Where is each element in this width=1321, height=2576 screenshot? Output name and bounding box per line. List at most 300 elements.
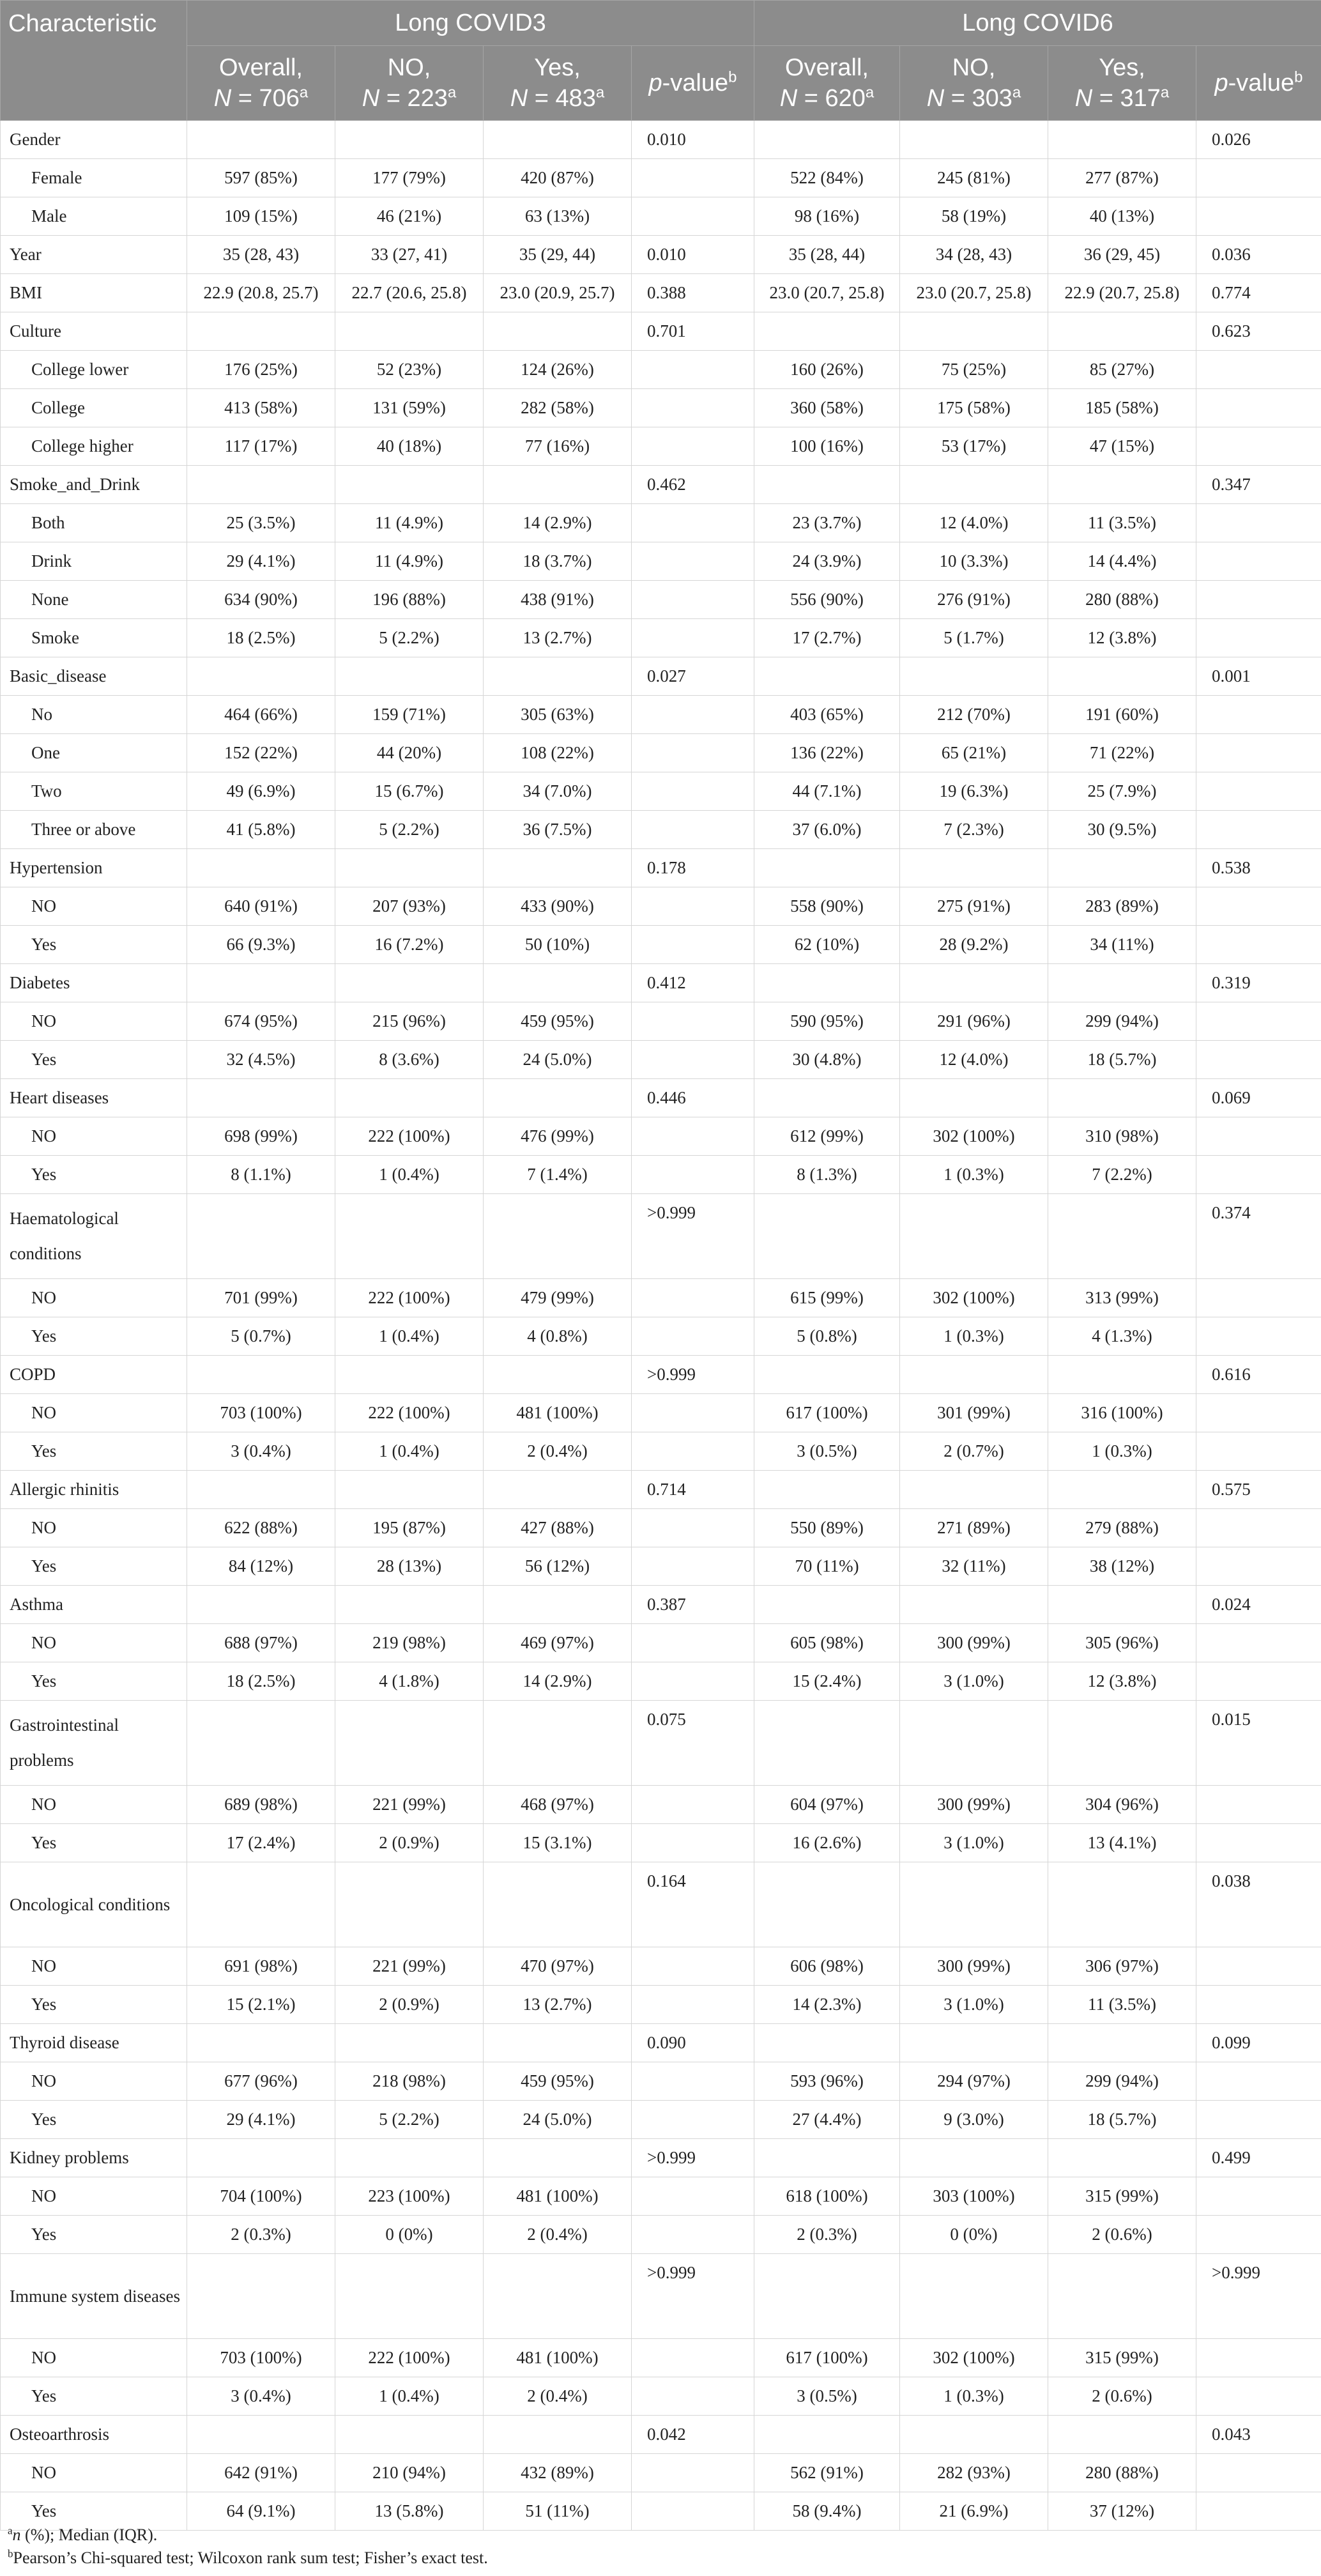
value-cell: 51 (11%): [484, 2492, 632, 2531]
value-cell: [1048, 1079, 1196, 1117]
value-cell: 34 (7.0%): [484, 772, 632, 811]
table-row: [1, 389, 1321, 427]
pvalue-cell: 0.412: [632, 964, 754, 1002]
value-cell: [484, 2024, 632, 2062]
value-cell: [335, 657, 484, 696]
value-cell: 15 (6.7%): [335, 772, 484, 811]
footnote-marker: b: [8, 2547, 13, 2560]
value-cell: [484, 2416, 632, 2454]
table-row: [1, 1002, 1321, 1041]
value-cell: [900, 964, 1048, 1002]
pvalue-cell: >0.999: [632, 2254, 754, 2339]
value-cell: 300 (99%): [900, 1624, 1048, 1662]
n-value: = 706: [231, 85, 300, 112]
row-label: Gastrointestinal problems: [1, 1701, 187, 1786]
value-cell: 642 (91%): [187, 2454, 335, 2492]
value-cell: 302 (100%): [900, 1117, 1048, 1156]
value-cell: [1048, 1194, 1196, 1279]
value-cell: 195 (87%): [335, 1509, 484, 1547]
value-cell: [754, 964, 900, 1002]
footnote: [8, 2524, 1311, 2547]
pvalue-cell: [632, 389, 754, 427]
value-cell: 210 (94%): [335, 2454, 484, 2492]
column-header-n: [900, 83, 1048, 114]
value-cell: [484, 1079, 632, 1117]
pvalue-cell: 0.347: [1196, 466, 1321, 504]
n-sup: a: [1160, 84, 1170, 102]
pvalue-header: [1196, 46, 1321, 121]
value-cell: 5 (2.2%): [335, 619, 484, 657]
value-cell: 1 (0.4%): [335, 2377, 484, 2416]
pvalue-cell: [1196, 542, 1321, 581]
pvalue-cell: 0.075: [632, 1701, 754, 1786]
value-cell: 30 (4.8%): [754, 1041, 900, 1079]
value-cell: 1 (0.4%): [335, 1156, 484, 1194]
value-cell: [187, 1079, 335, 1117]
value-cell: 7 (2.3%): [900, 811, 1048, 849]
pvalue-cell: [632, 1662, 754, 1701]
value-cell: 33 (27, 41): [335, 236, 484, 274]
value-cell: 13 (2.7%): [484, 1986, 632, 2024]
pvalue-cell: 0.575: [1196, 1471, 1321, 1509]
value-cell: [900, 1356, 1048, 1394]
value-cell: [187, 1471, 335, 1509]
value-cell: 32 (4.5%): [187, 1041, 335, 1079]
value-cell: [900, 312, 1048, 351]
value-cell: [754, 1194, 900, 1279]
footnote: [8, 2547, 1311, 2570]
value-cell: [900, 121, 1048, 159]
value-cell: [754, 1862, 900, 1947]
value-cell: 28 (9.2%): [900, 926, 1048, 964]
value-cell: [335, 1194, 484, 1279]
row-label: Asthma: [1, 1586, 187, 1624]
value-cell: 215 (96%): [335, 1002, 484, 1041]
row-label: College: [1, 389, 187, 427]
table-row: [1, 1394, 1321, 1432]
value-cell: [754, 2416, 900, 2454]
column-header-n: [187, 83, 335, 114]
pvalue-sup: b: [1294, 68, 1303, 86]
value-cell: [900, 466, 1048, 504]
value-cell: 222 (100%): [335, 1279, 484, 1317]
value-cell: 703 (100%): [187, 2339, 335, 2377]
value-cell: 221 (99%): [335, 1947, 484, 1986]
value-cell: [1048, 121, 1196, 159]
value-cell: 11 (4.9%): [335, 542, 484, 581]
value-cell: 459 (95%): [484, 1002, 632, 1041]
n-symbol: N: [362, 85, 380, 112]
row-label: Smoke: [1, 619, 187, 657]
pvalue-cell: [632, 1117, 754, 1156]
value-cell: 303 (100%): [900, 2177, 1048, 2216]
table-row: [1, 581, 1321, 619]
value-cell: [187, 1194, 335, 1279]
table-row: [1, 811, 1321, 849]
table-row: [1, 2139, 1321, 2177]
value-cell: [187, 657, 335, 696]
pvalue-cell: 0.036: [1196, 236, 1321, 274]
value-cell: 18 (5.7%): [1048, 1041, 1196, 1079]
row-label: COPD: [1, 1356, 187, 1394]
pvalue-cell: [632, 1509, 754, 1547]
value-cell: 58 (9.4%): [754, 2492, 900, 2531]
row-label: Yes: [1, 2101, 187, 2139]
n-sup: a: [299, 84, 309, 102]
pvalue-sup: b: [728, 68, 737, 86]
value-cell: 108 (22%): [484, 734, 632, 772]
pvalue-cell: 0.001: [1196, 657, 1321, 696]
value-cell: [754, 657, 900, 696]
value-cell: 5 (2.2%): [335, 2101, 484, 2139]
table-row: [1, 1279, 1321, 1317]
value-cell: [187, 2416, 335, 2454]
value-cell: 1 (0.3%): [900, 1317, 1048, 1356]
value-cell: 29 (4.1%): [187, 2101, 335, 2139]
pvalue-cell: 0.374: [1196, 1194, 1321, 1279]
value-cell: 177 (79%): [335, 159, 484, 197]
value-cell: [754, 1471, 900, 1509]
pvalue-cell: [1196, 1547, 1321, 1586]
row-label: NO: [1, 1509, 187, 1547]
row-label: Both: [1, 504, 187, 542]
value-cell: [754, 121, 900, 159]
value-cell: 245 (81%): [900, 159, 1048, 197]
value-cell: 207 (93%): [335, 887, 484, 926]
value-cell: 8 (3.6%): [335, 1041, 484, 1079]
value-cell: [187, 466, 335, 504]
row-label: Yes: [1, 1317, 187, 1356]
value-cell: 4 (1.3%): [1048, 1317, 1196, 1356]
value-cell: 3 (1.0%): [900, 1662, 1048, 1701]
pvalue-header: [632, 46, 754, 121]
table-row: [1, 1317, 1321, 1356]
value-cell: 306 (97%): [1048, 1947, 1196, 1986]
value-cell: 634 (90%): [187, 581, 335, 619]
value-cell: 50 (10%): [484, 926, 632, 964]
pvalue-cell: [632, 772, 754, 811]
value-cell: 13 (2.7%): [484, 619, 632, 657]
pvalue-cell: [632, 1824, 754, 1862]
column-header-n: [754, 83, 899, 114]
value-cell: 160 (26%): [754, 351, 900, 389]
value-cell: 688 (97%): [187, 1624, 335, 1662]
value-cell: 276 (91%): [900, 581, 1048, 619]
n-sup: a: [1012, 84, 1021, 102]
pvalue-cell: [632, 1986, 754, 2024]
value-cell: 470 (97%): [484, 1947, 632, 1986]
value-cell: 23.0 (20.7, 25.8): [754, 274, 900, 312]
n-value: = 303: [944, 85, 1012, 112]
pvalue-cell: [1196, 2101, 1321, 2139]
pvalue-cell: [1196, 1156, 1321, 1194]
value-cell: 11 (3.5%): [1048, 504, 1196, 542]
value-cell: 16 (7.2%): [335, 926, 484, 964]
value-cell: 1 (0.3%): [900, 1156, 1048, 1194]
footnote-italic: n: [12, 2526, 21, 2544]
pvalue-cell: [1196, 734, 1321, 772]
table-row: [1, 504, 1321, 542]
pvalue-cell: 0.090: [632, 2024, 754, 2062]
pvalue-cell: [1196, 772, 1321, 811]
value-cell: 9 (3.0%): [900, 2101, 1048, 2139]
value-cell: 117 (17%): [187, 427, 335, 466]
table-row: [1, 619, 1321, 657]
pvalue-cell: 0.623: [1196, 312, 1321, 351]
value-cell: [900, 2139, 1048, 2177]
pvalue-cell: 0.027: [632, 657, 754, 696]
value-cell: [187, 1701, 335, 1786]
value-cell: 22.9 (20.7, 25.8): [1048, 274, 1196, 312]
value-cell: 196 (88%): [335, 581, 484, 619]
value-cell: 310 (98%): [1048, 1117, 1196, 1156]
table-row: [1, 887, 1321, 926]
pvalue-cell: [1196, 2377, 1321, 2416]
value-cell: [484, 466, 632, 504]
table-row: [1, 2062, 1321, 2101]
value-cell: 71 (22%): [1048, 734, 1196, 772]
value-cell: 5 (0.8%): [754, 1317, 900, 1356]
pvalue-cell: [1196, 427, 1321, 466]
column-header-n: [484, 83, 631, 114]
n-value: = 223: [379, 85, 448, 112]
column-header-label: NO,: [387, 54, 431, 81]
table-row: [1, 2101, 1321, 2139]
pvalue-cell: [632, 159, 754, 197]
column-header: [484, 46, 632, 121]
value-cell: 56 (12%): [484, 1547, 632, 1586]
row-label: NO: [1, 1117, 187, 1156]
pvalue-cell: [1196, 1662, 1321, 1701]
value-cell: 3 (0.5%): [754, 2377, 900, 2416]
value-cell: 131 (59%): [335, 389, 484, 427]
table-row: [1, 849, 1321, 887]
value-cell: 14 (2.9%): [484, 504, 632, 542]
value-cell: 360 (58%): [754, 389, 900, 427]
row-label: Yes: [1, 1824, 187, 1862]
value-cell: 8 (1.1%): [187, 1156, 335, 1194]
value-cell: 53 (17%): [900, 427, 1048, 466]
row-label: Yes: [1, 1041, 187, 1079]
value-cell: [335, 2416, 484, 2454]
pvalue-cell: [632, 1041, 754, 1079]
value-cell: 22.7 (20.6, 25.8): [335, 274, 484, 312]
value-cell: [484, 1586, 632, 1624]
pvalue-cell: >0.999: [632, 1194, 754, 1279]
value-cell: 3 (1.0%): [900, 1986, 1048, 2024]
value-cell: [187, 121, 335, 159]
n-symbol: N: [510, 85, 528, 112]
value-cell: 1 (0.3%): [900, 2377, 1048, 2416]
pvalue-cell: 0.701: [632, 312, 754, 351]
value-cell: [335, 1862, 484, 1947]
column-header: [754, 46, 900, 121]
value-cell: [754, 466, 900, 504]
pvalue-cell: [1196, 887, 1321, 926]
pvalue-cell: [632, 427, 754, 466]
pvalue-cell: 0.026: [1196, 121, 1321, 159]
pvalue-cell: 0.038: [1196, 1862, 1321, 1947]
row-label: Yes: [1, 2492, 187, 2531]
value-cell: 219 (98%): [335, 1624, 484, 1662]
pvalue-text: -value: [1228, 70, 1295, 96]
pvalue-italic: p: [1214, 70, 1228, 96]
value-cell: 7 (1.4%): [484, 1156, 632, 1194]
value-cell: [754, 1586, 900, 1624]
table-row: [1, 2339, 1321, 2377]
value-cell: [484, 1862, 632, 1947]
pvalue-cell: [632, 2062, 754, 2101]
value-cell: 52 (23%): [335, 351, 484, 389]
value-cell: [900, 1586, 1048, 1624]
value-cell: 22.9 (20.8, 25.7): [187, 274, 335, 312]
value-cell: 1 (0.4%): [335, 1317, 484, 1356]
row-label: Male: [1, 197, 187, 236]
value-cell: 282 (93%): [900, 2454, 1048, 2492]
pvalue-cell: 0.446: [632, 1079, 754, 1117]
row-label: College lower: [1, 351, 187, 389]
value-cell: 313 (99%): [1048, 1279, 1196, 1317]
pvalue-cell: [1196, 2216, 1321, 2254]
value-cell: 17 (2.4%): [187, 1824, 335, 1862]
value-cell: 302 (100%): [900, 2339, 1048, 2377]
pvalue-cell: [632, 1002, 754, 1041]
n-sup: a: [447, 84, 457, 102]
pvalue-cell: [632, 1432, 754, 1471]
pvalue-cell: [1196, 1432, 1321, 1471]
table-body: [1, 121, 1321, 2531]
row-label: NO: [1, 2454, 187, 2492]
value-cell: 294 (97%): [900, 2062, 1048, 2101]
value-cell: 302 (100%): [900, 1279, 1048, 1317]
value-cell: 10 (3.3%): [900, 542, 1048, 581]
table-row: [1, 1509, 1321, 1547]
row-label: Year: [1, 236, 187, 274]
value-cell: [335, 849, 484, 887]
value-cell: 24 (5.0%): [484, 1041, 632, 1079]
value-cell: [484, 2254, 632, 2339]
footnote-text: (%); Median (IQR).: [20, 2526, 158, 2544]
value-cell: 0 (0%): [335, 2216, 484, 2254]
pvalue-cell: [1196, 159, 1321, 197]
value-cell: 19 (6.3%): [900, 772, 1048, 811]
value-cell: 13 (5.8%): [335, 2492, 484, 2531]
value-cell: 432 (89%): [484, 2454, 632, 2492]
n-sup: a: [595, 84, 605, 102]
row-label: Yes: [1, 1662, 187, 1701]
value-cell: 222 (100%): [335, 1117, 484, 1156]
value-cell: [187, 1586, 335, 1624]
table-row: [1, 274, 1321, 312]
pvalue-cell: 0.042: [632, 2416, 754, 2454]
column-header-n: [335, 83, 483, 114]
value-cell: 109 (15%): [187, 197, 335, 236]
pvalue-cell: [1196, 1786, 1321, 1824]
pvalue-cell: 0.015: [1196, 1701, 1321, 1786]
n-symbol: N: [213, 85, 232, 112]
value-cell: 315 (99%): [1048, 2339, 1196, 2377]
pvalue-cell: 0.616: [1196, 1356, 1321, 1394]
value-cell: [900, 1701, 1048, 1786]
characteristic-header: Characteristic: [1, 1, 187, 121]
group-header-long-covid3: Long COVID3: [187, 1, 754, 46]
value-cell: 32 (11%): [900, 1547, 1048, 1586]
value-cell: [335, 2024, 484, 2062]
value-cell: 36 (7.5%): [484, 811, 632, 849]
value-cell: [484, 964, 632, 1002]
value-cell: 689 (98%): [187, 1786, 335, 1824]
table-row: [1, 1547, 1321, 1586]
value-cell: 469 (97%): [484, 1624, 632, 1662]
value-cell: 47 (15%): [1048, 427, 1196, 466]
table-row: [1, 2177, 1321, 2216]
row-label: Yes: [1, 1986, 187, 2024]
value-cell: 704 (100%): [187, 2177, 335, 2216]
value-cell: 291 (96%): [900, 1002, 1048, 1041]
column-header-label: Overall,: [785, 54, 869, 81]
pvalue-cell: [632, 1279, 754, 1317]
value-cell: [1048, 2139, 1196, 2177]
value-cell: 11 (3.5%): [1048, 1986, 1196, 2024]
value-cell: 481 (100%): [484, 2177, 632, 2216]
value-cell: 14 (4.4%): [1048, 542, 1196, 581]
pvalue-cell: [632, 696, 754, 734]
row-label: NO: [1, 2339, 187, 2377]
pvalue-cell: [632, 2177, 754, 2216]
row-label: NO: [1, 1947, 187, 1986]
table-row: [1, 1117, 1321, 1156]
column-header: [187, 46, 335, 121]
pvalue-cell: [632, 1624, 754, 1662]
value-cell: 11 (4.9%): [335, 504, 484, 542]
value-cell: [754, 1079, 900, 1117]
pvalue-cell: [1196, 1317, 1321, 1356]
pvalue-cell: [1196, 2339, 1321, 2377]
value-cell: 34 (28, 43): [900, 236, 1048, 274]
value-cell: 63 (13%): [484, 197, 632, 236]
value-cell: 280 (88%): [1048, 2454, 1196, 2492]
value-cell: 12 (3.8%): [1048, 619, 1196, 657]
value-cell: 24 (5.0%): [484, 2101, 632, 2139]
value-cell: [484, 849, 632, 887]
row-label: Yes: [1, 926, 187, 964]
value-cell: 2 (0.9%): [335, 1824, 484, 1862]
row-label: Immune system diseases: [1, 2254, 187, 2339]
value-cell: 522 (84%): [754, 159, 900, 197]
value-cell: 279 (88%): [1048, 1509, 1196, 1547]
value-cell: 185 (58%): [1048, 389, 1196, 427]
value-cell: 64 (9.1%): [187, 2492, 335, 2531]
value-cell: [900, 1194, 1048, 1279]
value-cell: 85 (27%): [1048, 351, 1196, 389]
value-cell: 427 (88%): [484, 1509, 632, 1547]
value-cell: 191 (60%): [1048, 696, 1196, 734]
pvalue-italic: p: [648, 70, 662, 96]
value-cell: 37 (6.0%): [754, 811, 900, 849]
value-cell: [484, 312, 632, 351]
value-cell: [754, 1356, 900, 1394]
column-header-label: Overall,: [219, 54, 303, 81]
value-cell: 98 (16%): [754, 197, 900, 236]
row-label: Culture: [1, 312, 187, 351]
value-cell: [1048, 2254, 1196, 2339]
value-cell: 300 (99%): [900, 1786, 1048, 1824]
row-label: Yes: [1, 1156, 187, 1194]
value-cell: 300 (99%): [900, 1947, 1048, 1986]
value-cell: [1048, 657, 1196, 696]
table-row: [1, 1786, 1321, 1824]
pvalue-cell: [632, 887, 754, 926]
